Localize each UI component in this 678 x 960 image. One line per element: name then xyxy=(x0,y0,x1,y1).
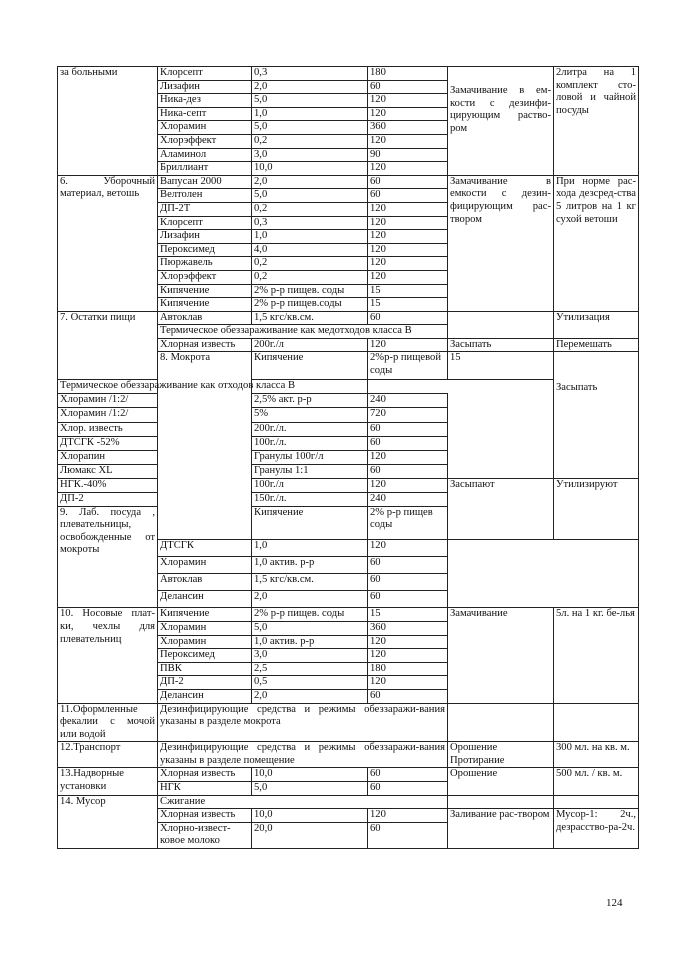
table-cell: 60 xyxy=(368,465,448,479)
table-cell: 120 xyxy=(368,94,448,108)
table-cell: ДТСГК xyxy=(158,539,252,556)
table-cell: 14. Мусор xyxy=(58,795,158,848)
table-cell: 120 xyxy=(368,676,448,690)
table-cell: 120 xyxy=(368,450,448,464)
table-cell: 3,0 xyxy=(252,148,368,162)
table-cell: Перемешать xyxy=(554,338,639,352)
table-cell: 5,0 xyxy=(252,621,368,635)
table-cell: 200г./л. xyxy=(252,422,368,436)
table-cell xyxy=(448,311,554,338)
table-cell: 2,0 xyxy=(252,689,368,703)
table-cell: Замачивание xyxy=(448,608,554,703)
table-cell: 12.Транспорт xyxy=(58,742,158,768)
table-cell: 60 xyxy=(368,311,448,325)
table-cell: 5,0 xyxy=(252,94,368,108)
table-cell: 60 xyxy=(368,80,448,94)
table-cell: 11.Оформленные фекалии с мочой или водой xyxy=(58,703,158,742)
table-cell: Хлорно-извест-ковое молоко xyxy=(158,822,252,848)
table-cell: 120 xyxy=(368,270,448,284)
table-cell: 9. Лаб. посуда , плевательницы, освобожденные от мокроты xyxy=(58,506,158,608)
table-cell: 2% р-р пищев.соды xyxy=(252,298,368,312)
table-cell: 15 xyxy=(368,608,448,622)
table-cell: Утилизация xyxy=(554,311,639,338)
table-cell: 6. Уборочный материал, ветошь xyxy=(58,175,158,311)
table-cell: 100г./л xyxy=(252,479,368,493)
table-cell: Клорсепт xyxy=(158,67,252,81)
table-row xyxy=(58,67,639,81)
table-cell: Сжигание xyxy=(158,795,448,809)
table-cell: 60 xyxy=(368,556,448,573)
table-cell: Автоклав xyxy=(158,573,252,590)
table-cell: Хлорэффект xyxy=(158,270,252,284)
table-cell: 2,0 xyxy=(252,80,368,94)
table-row xyxy=(58,465,639,479)
table-cell: 120 xyxy=(368,257,448,271)
table-cell: Мусор-1: 2ч., дезрасство-ра-2ч. xyxy=(554,809,639,849)
table-cell: 0,3 xyxy=(252,216,368,230)
table-cell: Заливание рас-твором xyxy=(448,809,554,849)
table-row xyxy=(58,436,639,450)
table-cell: 120 xyxy=(368,107,448,121)
table-cell: 5% xyxy=(252,408,368,422)
table-cell: 5,0 xyxy=(252,782,368,796)
table-cell: 1,0 xyxy=(252,539,368,556)
page-number: 124 xyxy=(606,897,623,909)
table-cell: 120 xyxy=(368,216,448,230)
table-cell: Хлорамин xyxy=(158,635,252,649)
table-cell: Делансин xyxy=(158,689,252,703)
table-cell: 2,0 xyxy=(252,175,368,189)
table-cell: 60 xyxy=(368,591,448,608)
table-cell: Орошение xyxy=(448,768,554,795)
table-cell: 2% р-р пищев. соды xyxy=(252,608,368,622)
table-row xyxy=(58,703,639,742)
table-cell: 0,2 xyxy=(252,202,368,216)
table-cell: Автоклав xyxy=(158,311,252,325)
table-cell: 4,0 xyxy=(252,243,368,257)
table-cell: Хлорамин /1:2/ xyxy=(58,408,158,422)
table-cell: 0,2 xyxy=(252,257,368,271)
table-cell: 60 xyxy=(368,822,448,848)
table-cell xyxy=(448,795,554,809)
table-row xyxy=(58,311,639,325)
table-cell: 10,0 xyxy=(252,768,368,782)
table-cell: 0,3 xyxy=(252,67,368,81)
table-cell: 2% р-р пищев соды xyxy=(368,506,448,539)
table-cell: 90 xyxy=(368,148,448,162)
table-cell: 120 xyxy=(368,338,448,352)
table-cell: Клорсепт xyxy=(158,216,252,230)
table-cell: Лизафин xyxy=(158,230,252,244)
table-cell: Кипячение xyxy=(158,298,252,312)
table-cell: 180 xyxy=(368,662,448,676)
table-cell: Пюржавель xyxy=(158,257,252,271)
table-cell: Хлорамин xyxy=(158,121,252,135)
table-cell: Лизафин xyxy=(158,80,252,94)
table-cell: Вапусан 2000 xyxy=(158,175,252,189)
table-cell: Дезинфицирующие средства и режимы обеззаражи-вания указаны в разделе мокрота xyxy=(158,703,448,742)
table-cell: ДП-2 xyxy=(58,493,158,507)
table-cell: Кипячение xyxy=(252,352,368,379)
table-cell: 120 xyxy=(368,635,448,649)
table-cell: Кипячение xyxy=(252,506,368,539)
table-cell: Хлор. известь xyxy=(58,422,158,436)
table-cell: 720 xyxy=(368,408,448,422)
table-cell: 360 xyxy=(368,121,448,135)
table-cell: 1,5 кгс/кв.см. xyxy=(252,573,368,590)
table-cell xyxy=(554,795,639,809)
table-cell: НГК xyxy=(158,782,252,796)
table-cell: НГК.-40% xyxy=(58,479,158,493)
table-cell: 150г./л. xyxy=(252,493,368,507)
table-cell: ДП-2 xyxy=(158,676,252,690)
table-cell: При норме рас-хода дезсред-ства 5 литров на 1 кг сухой ветоши xyxy=(554,175,639,311)
table-cell: Бриллиант xyxy=(158,162,252,176)
table-row xyxy=(58,379,639,393)
table-cell: 3,0 xyxy=(252,649,368,663)
table-cell: Хлорамин xyxy=(158,621,252,635)
table-cell: Дезинфицирующие средства и режимы обеззаражи-вания указаны в разделе помещение xyxy=(158,742,448,768)
table-row xyxy=(58,742,639,768)
table-cell: Хлорамин /1:2/ xyxy=(58,394,158,408)
table-cell: 120 xyxy=(368,134,448,148)
table-cell: Пероксимед xyxy=(158,243,252,257)
table-row xyxy=(58,479,639,493)
table-cell: 60 xyxy=(368,782,448,796)
table-cell: Делансин xyxy=(158,591,252,608)
table-cell: 100г./л. xyxy=(252,436,368,450)
table-cell: 2%р-р пищевой соды xyxy=(368,352,448,379)
table-cell: 60 xyxy=(368,189,448,203)
table-cell: 2,0 xyxy=(252,591,368,608)
table-cell: Пероксимед xyxy=(158,649,252,663)
table-cell: Термическое обеззараживание как отходов класса В xyxy=(58,379,368,393)
table-cell: 300 мл. на кв. м. xyxy=(554,742,639,768)
table-cell: 10,0 xyxy=(252,809,368,823)
table-cell: Термическое обеззараживание как медотходов класса В xyxy=(158,325,448,339)
table-cell: 120 xyxy=(368,809,448,823)
table-cell: Хлорапин xyxy=(58,450,158,464)
table-cell: 1,0 актив. р-р xyxy=(252,635,368,649)
table-cell: Засыпают xyxy=(448,479,554,539)
table-row xyxy=(58,394,639,408)
table-cell: Засыпать xyxy=(554,352,639,479)
table-cell: 60 xyxy=(368,175,448,189)
table-cell: 20,0 xyxy=(252,822,368,848)
table-cell: 120 xyxy=(368,243,448,257)
table-cell: 120 xyxy=(368,539,448,556)
table-cell: 120 xyxy=(368,202,448,216)
table-cell: 120 xyxy=(368,162,448,176)
table-cell: Хлорамин xyxy=(158,556,252,573)
table-row xyxy=(58,795,639,809)
table-cell: Хлорэффект xyxy=(158,134,252,148)
table-row xyxy=(58,768,639,782)
table-cell: 60 xyxy=(368,768,448,782)
table-cell: ДП-2Т xyxy=(158,202,252,216)
table-cell: за больными xyxy=(58,67,158,176)
table-cell: Засыпать xyxy=(448,338,554,352)
disinfection-table xyxy=(57,66,639,849)
table-cell: 120 xyxy=(368,649,448,663)
table-cell: 240 xyxy=(368,493,448,507)
table-cell: ДТСГК -52% xyxy=(58,436,158,450)
table-cell: 1,5 кгс/кв.см. xyxy=(252,311,368,325)
table-cell: 10. Носовые плат-ки, чехлы для плевательниц xyxy=(58,608,158,703)
table-cell: 200г./л xyxy=(252,338,368,352)
table-cell: 360 xyxy=(368,621,448,635)
table-cell: Замачивание в емкости с дезин-фицирующим рас-твором xyxy=(448,175,554,311)
table-row xyxy=(58,608,639,622)
table-cell: Хлорная известь xyxy=(158,338,252,352)
table-cell: 2,5 xyxy=(252,662,368,676)
table-cell: ПВК xyxy=(158,662,252,676)
table-cell: 13.Надворные установки xyxy=(58,768,158,795)
table-cell: 60 xyxy=(368,422,448,436)
table-row xyxy=(58,450,639,464)
table-cell: 8. Мокрота xyxy=(158,352,252,539)
table-cell: 60 xyxy=(368,689,448,703)
table-cell: Люмакс XL xyxy=(58,465,158,479)
table-cell: 15 xyxy=(448,352,554,379)
table-cell: Ника-септ xyxy=(158,107,252,121)
table-cell: Хлорная известь xyxy=(158,768,252,782)
table-cell: 0,5 xyxy=(252,676,368,690)
table-cell: 1,0 xyxy=(252,107,368,121)
table-cell: 5,0 xyxy=(252,189,368,203)
table-cell: 1,0 xyxy=(252,230,368,244)
table-cell: 240 xyxy=(368,394,448,408)
table-cell: Утилизируют xyxy=(554,479,639,539)
table-cell: 180 xyxy=(368,67,448,81)
table-cell: 10,0 xyxy=(252,162,368,176)
table-cell: 7. Остатки пищи xyxy=(58,311,158,379)
table-cell: 500 мл. / кв. м. xyxy=(554,768,639,795)
table-cell: Замачивание в ем-кости с дезинфи-цирующим раство-ром xyxy=(448,67,554,176)
table-cell: 1,0 актив. р-р xyxy=(252,556,368,573)
table-cell: Гранулы 1:1 xyxy=(252,465,368,479)
table-cell: Гранулы 100г/л xyxy=(252,450,368,464)
table-cell: 2% р-р пищев. соды xyxy=(252,284,368,298)
table-cell: Велтолен xyxy=(158,189,252,203)
table-cell xyxy=(448,703,554,742)
table-cell: 60 xyxy=(368,573,448,590)
table-cell: 5,0 xyxy=(252,121,368,135)
table-cell: Хлорная известь xyxy=(158,809,252,823)
table-cell: Аламинол xyxy=(158,148,252,162)
table-cell: Орошение Протирание xyxy=(448,742,554,768)
table-cell: Ника-дез xyxy=(158,94,252,108)
table-cell: 0,2 xyxy=(252,270,368,284)
table-cell: 2,5% акт. р-р xyxy=(252,394,368,408)
table-cell: 120 xyxy=(368,479,448,493)
table-cell: Кипячение xyxy=(158,608,252,622)
table-row xyxy=(58,175,639,189)
table-cell xyxy=(554,703,639,742)
table-cell: 120 xyxy=(368,230,448,244)
table-cell: 5л. на 1 кг. бе-лья xyxy=(554,608,639,703)
table-cell: 15 xyxy=(368,284,448,298)
table-row xyxy=(58,422,639,436)
table-cell: 2литра на 1 комплект сто-ловой и чайной посуды xyxy=(554,67,639,176)
table-row xyxy=(58,408,639,422)
table-cell: 0,2 xyxy=(252,134,368,148)
table-cell: Кипячение xyxy=(158,284,252,298)
table-cell: 60 xyxy=(368,436,448,450)
table-cell: 15 xyxy=(368,298,448,312)
